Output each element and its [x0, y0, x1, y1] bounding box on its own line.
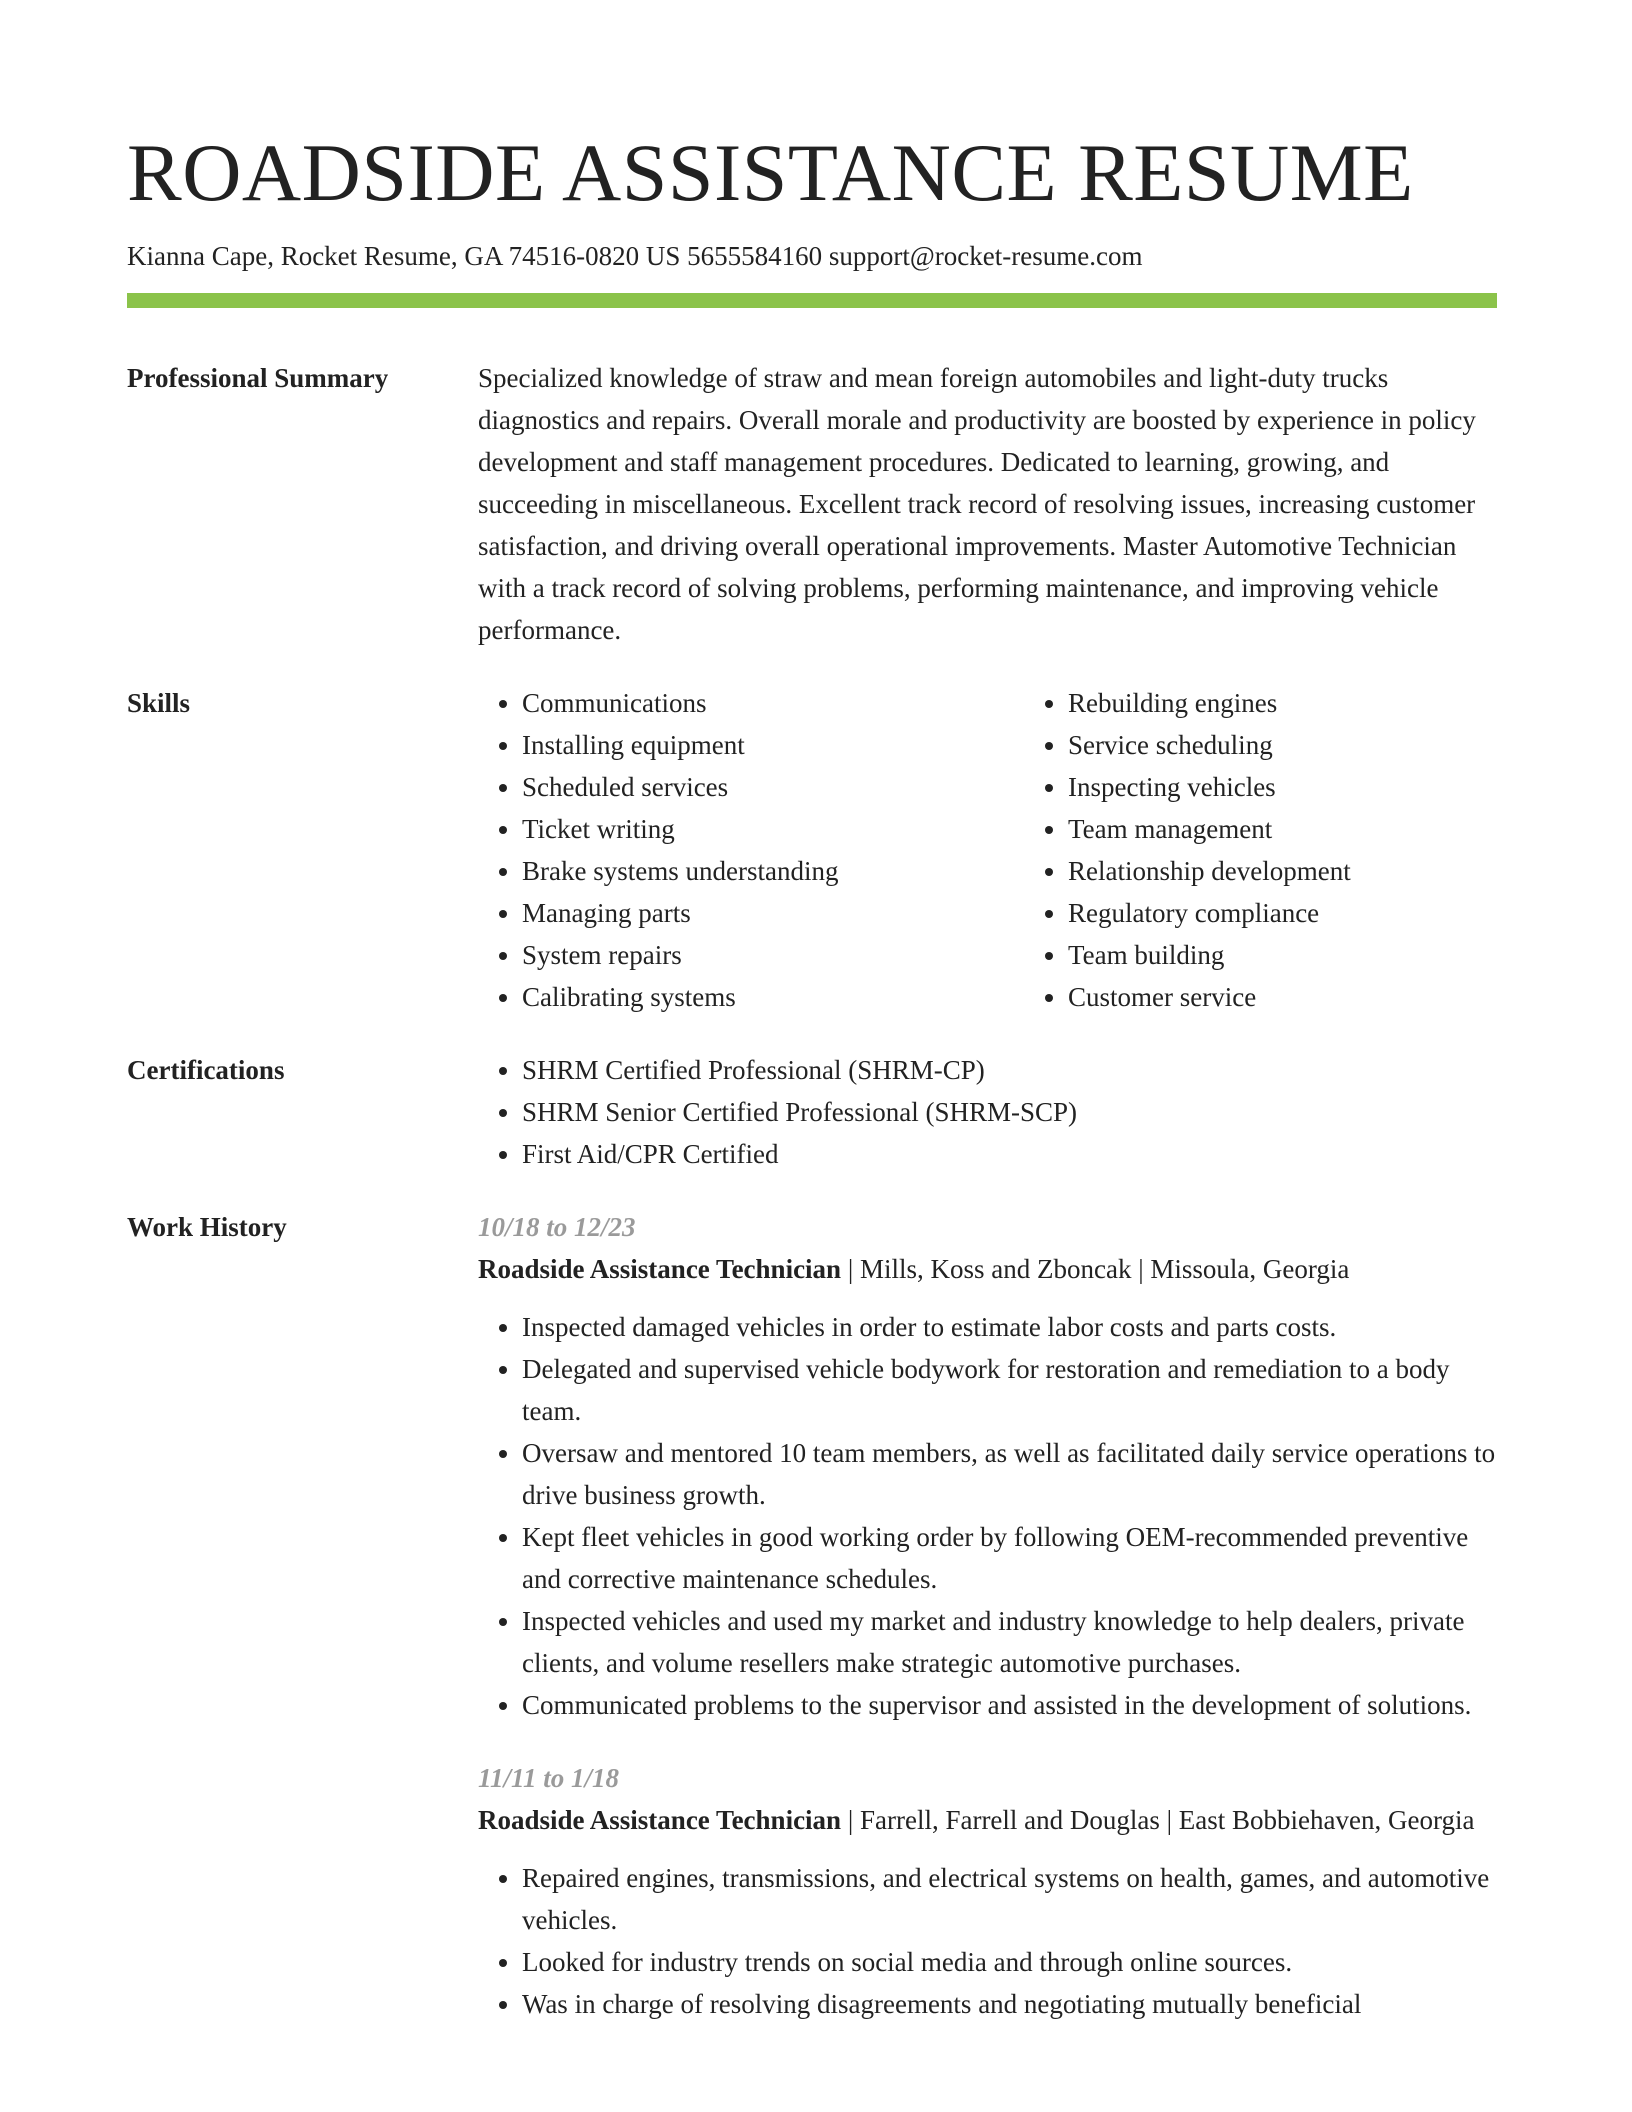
skills-section [127, 682, 1497, 1018]
skill-item: • Scheduled services [522, 766, 1024, 808]
work-history-section [127, 1206, 1497, 2025]
job-title: Roadside Assistance Technician [478, 1254, 842, 1285]
certification-item: • SHRM Senior Certified Professional (SHRM-SCP) [522, 1091, 1497, 1133]
job-duty: • Repaired engines, transmissions, and electrical systems on health, games, and automotive vehicles. [522, 1857, 1497, 1941]
job-duty: • Communicated problems to the supervisor and assisted in the development of solutions. [522, 1684, 1497, 1726]
skills-list-right [1024, 682, 1570, 1018]
certification-item: • SHRM Certified Professional (SHRM-CP) [522, 1049, 1497, 1091]
skill-item: • Customer service [1068, 976, 1570, 1018]
skill-item: • Team building [1068, 934, 1570, 976]
resume-page [127, 116, 1497, 2025]
job-employer-location: | Mills, Koss and Zboncak | Missoula, Georgia [841, 1254, 1350, 1285]
job-duty: • Oversaw and mentored 10 team members, as well as facilitated daily service operations to drive business growth. [522, 1432, 1497, 1516]
job-duty: • Kept fleet vehicles in good working order by following OEM-recommended preventive and corrective maintenance schedules. [522, 1516, 1497, 1600]
summary-label: Professional Summary [127, 363, 389, 394]
summary-text: Specialized knowledge of straw and mean foreign automobiles and light-duty trucks diagnostics and repairs. Overall morale and productivity are boosted by experience in policy development and staff management procedures. Dedicated to learning, growing, and succeeding in miscellaneous. Excellent track record of resolving issues, increasing customer satisfaction, and driving overall operational improvements. Master Automotive Technician with a track record of solving problems, performing maintenance, and improving vehicle performance. [478, 363, 1476, 646]
job-duty: • Looked for industry trends on social media and through online sources. [522, 1941, 1497, 1983]
job-employer-location: | Farrell, Farrell and Douglas | East Bobbiehaven, Georgia [841, 1805, 1475, 1836]
job-duty: • Was in charge of resolving disagreements and negotiating mutually beneficial [522, 1983, 1497, 2025]
certifications-section [127, 1049, 1497, 1175]
job-duty: • Inspected damaged vehicles in order to estimate labor costs and parts costs. [522, 1306, 1497, 1348]
skill-item: • Rebuilding engines [1068, 682, 1570, 724]
job-duties-list [478, 1306, 1497, 1726]
skill-item: • Service scheduling [1068, 724, 1570, 766]
job-duty: • Delegated and supervised vehicle bodywork for restoration and remediation to a body team. [522, 1348, 1497, 1432]
skills-list-left [478, 682, 1024, 1018]
certifications-label: Certifications [127, 1055, 285, 1086]
certification-item: • First Aid/CPR Certified [522, 1133, 1497, 1175]
accent-bar [127, 293, 1497, 308]
skills-label: Skills [127, 688, 191, 719]
skill-item: • Inspecting vehicles [1068, 766, 1570, 808]
job-entry [478, 1206, 1497, 1726]
work-history-label: Work History [127, 1212, 287, 1243]
job-duty: • Inspected vehicles and used my market and industry knowledge to help dealers, private clients, and volume resellers make strategic automotive purchases. [522, 1600, 1497, 1684]
job-heading [478, 1799, 1497, 1841]
resume-title: ROADSIDE ASSISTANCE RESUME [127, 127, 1414, 218]
skill-item: • Calibrating systems [522, 976, 1024, 1018]
job-dates: 11/11 to 1/18 [478, 1763, 620, 1794]
skill-item: • Brake systems understanding [522, 850, 1024, 892]
skill-item: • Installing equipment [522, 724, 1024, 766]
job-dates: 10/18 to 12/23 [478, 1212, 636, 1243]
skill-item: • Regulatory compliance [1068, 892, 1570, 934]
summary-section [127, 357, 1497, 651]
skill-item: • Relationship development [1068, 850, 1570, 892]
skill-item: • Communications [522, 682, 1024, 724]
skill-item: • Team management [1068, 808, 1570, 850]
job-duties-list [478, 1857, 1497, 2025]
job-heading [478, 1248, 1497, 1290]
skill-item: • Ticket writing [522, 808, 1024, 850]
job-entry [478, 1757, 1497, 2025]
certifications-list [478, 1049, 1497, 1175]
job-title: Roadside Assistance Technician [478, 1805, 842, 1836]
contact-line: Kianna Cape, Rocket Resume, GA 74516-0820 US 5655584160 support@rocket-resume.com [127, 241, 1143, 271]
skill-item: • Managing parts [522, 892, 1024, 934]
skill-item: • System repairs [522, 934, 1024, 976]
